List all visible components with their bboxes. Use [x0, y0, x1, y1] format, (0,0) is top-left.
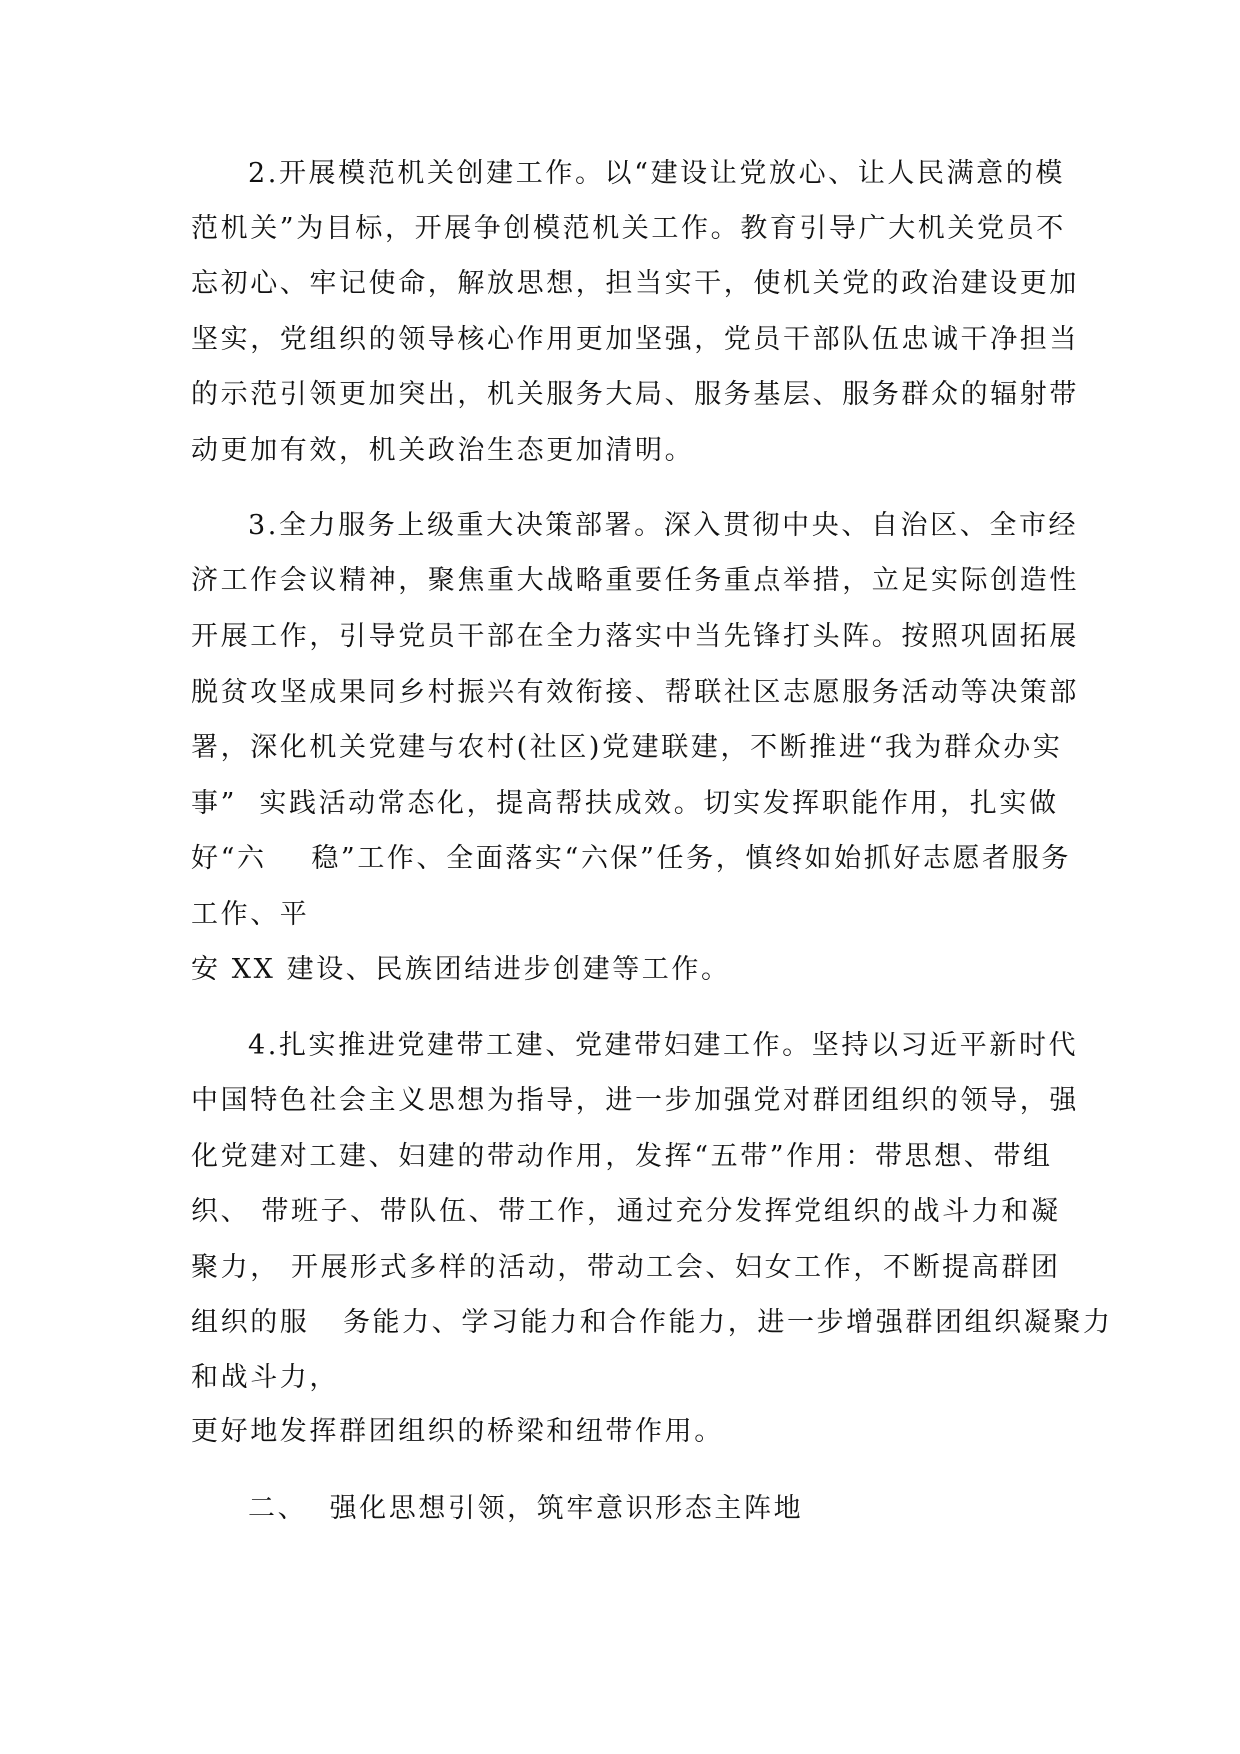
paragraph-4-line-8: 更好地发挥群团组织的桥梁和纽带作用。	[191, 1416, 724, 1447]
paragraph-3-line-3: 开展工作，引导党员干部在全力落实中当先锋打头阵。按照巩固拓展	[191, 621, 1079, 652]
paragraph-2-line-3: 忘初心、牢记使命，解放思想，担当实干，使机关党的政治建设更加	[191, 268, 1079, 299]
paragraph-3-line-6: 事” 实践活动常态化，提高帮扶成效。切实发挥职能作用，扎实做	[191, 788, 1059, 819]
paragraph-2-line-1: 2.开展模范机关创建工作。以“建设让党放心、让人民满意的模	[248, 158, 1065, 189]
paragraph-3-line-8: 工作、平	[191, 899, 310, 930]
paragraph-2-line-4: 坚实，党组织的领导核心作用更加坚强，党员干部队伍忠诚干净担当	[191, 324, 1079, 355]
paragraph-4-line-5: 聚力， 开展形式多样的活动，带动工会、妇女工作，不断提高群团	[191, 1252, 1061, 1283]
paragraph-3-line-9: 安 XX 建设、民族团结进步创建等工作。	[191, 954, 731, 985]
paragraph-4-line-1: 4.扎实推进党建带工建、党建带妇建工作。坚持以习近平新时代	[248, 1030, 1079, 1061]
paragraph-4-line-4: 织、 带班子、带队伍、带工作，通过充分发挥党组织的战斗力和凝	[191, 1196, 1061, 1227]
paragraph-4-line-7: 和战斗力，	[191, 1362, 339, 1393]
paragraph-3-line-7: 好“六 稳”工作、全面落实“六保”任务，慎终如始抓好志愿者服务	[191, 843, 1071, 874]
section-heading: 二、 强化思想引领，筑牢意识形态主阵地	[248, 1493, 804, 1524]
paragraph-3-line-2: 济工作会议精神，聚焦重大战略重要任务重点举措，立足实际创造性	[191, 565, 1079, 596]
paragraph-4-line-6: 组织的服 务能力、学习能力和合作能力，进一步增强群团组织凝聚力	[191, 1307, 1113, 1338]
paragraph-4-line-3: 化党建对工建、妇建的带动作用，发挥“五带”作用：带思想、带组	[191, 1141, 1053, 1172]
paragraph-4-line-2: 中国特色社会主义思想为指导，进一步加强党对群团组织的领导，强	[191, 1085, 1079, 1116]
paragraph-3-line-5: 署，深化机关党建与农村(社区)党建联建，不断推进“我为群众办实	[191, 732, 1063, 763]
paragraph-2-line-6: 动更加有效，机关政治生态更加清明。	[191, 435, 695, 466]
paragraph-2-line-5: 的示范引领更加突出，机关服务大局、服务基层、服务群众的辐射带	[191, 379, 1079, 410]
paragraph-3-line-4: 脱贫攻坚成果同乡村振兴有效衔接、帮联社区志愿服务活动等决策部	[191, 677, 1079, 708]
paragraph-2-line-2: 范机关”为目标，开展争创模范机关工作。教育引导广大机关党员不	[191, 213, 1066, 244]
paragraph-3-line-1: 3.全力服务上级重大决策部署。深入贯彻中央、自治区、全市经	[248, 510, 1079, 541]
